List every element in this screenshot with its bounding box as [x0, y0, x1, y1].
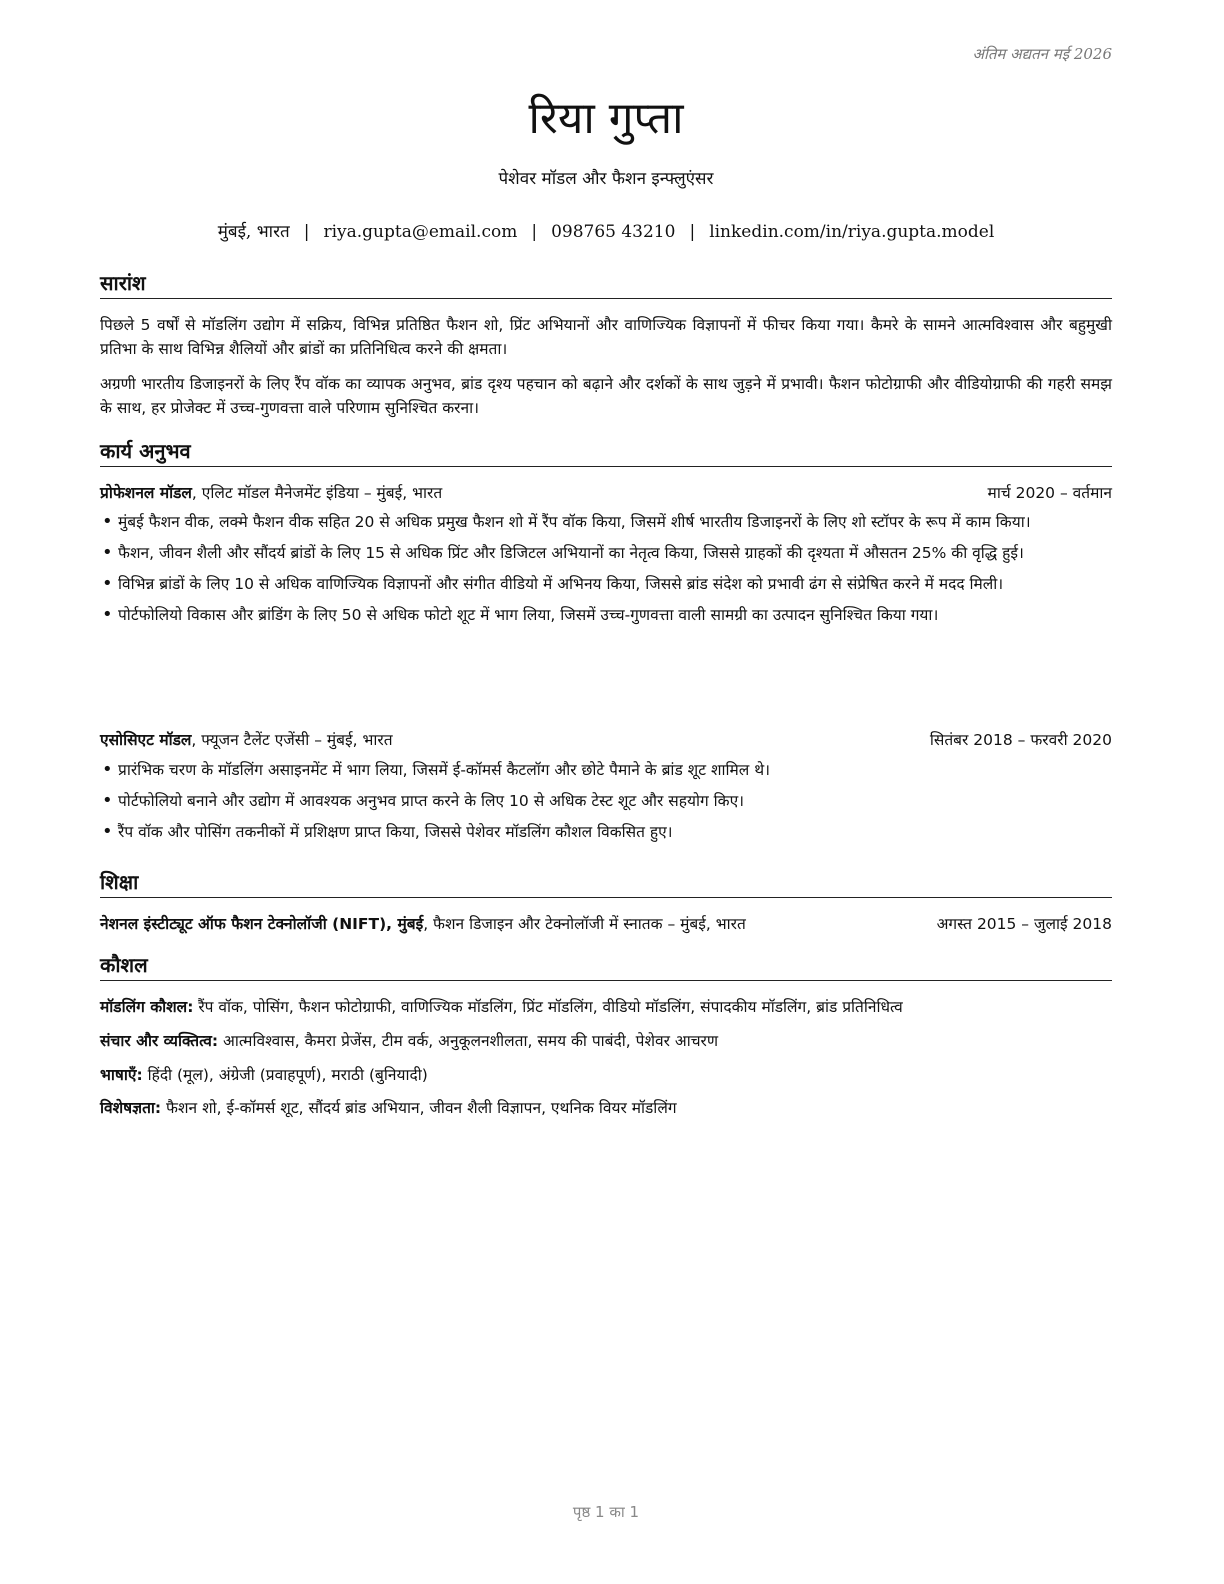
education-entry [100, 913, 1112, 935]
job-header [100, 729, 1112, 751]
list-item: • मुंबई फैशन वीक, लक्मे फैशन वीक सहित 20 से अधिक प्रमुख फैशन शो में रैंप वॉक किया, जिसमें शीर्ष भारतीय डिजाइनरों के लिए शो स्टॉपर के रूप में काम किया। [100, 510, 1112, 534]
job-bullets [100, 510, 1112, 634]
list-item: • विभिन्न ब्रांडों के लिए 10 से अधिक वाणिज्यिक विज्ञापनों और संगीत वीडियो में अभिनय किया, जिससे ब्रांड संदेश को प्रभावी ढंग से संप्रेषित करने में मदद मिली। [100, 572, 1112, 596]
candidate-name: रिया गुप्ता [528, 93, 684, 144]
skill-line [100, 996, 1112, 1018]
list-item: • पोर्टफोलियो विकास और ब्रांडिंग के लिए 50 से अधिक फोटो शूट में भाग लिया, जिसमें उच्च-गुणवत्ता वाली सामग्री का उत्पादन सुनिश्चित किया गया। [100, 603, 1112, 627]
contact-separator: | [531, 222, 538, 242]
education-degree: , फैशन डिजाइन और टेक्नोलॉजी में स्नातक – मुंबई, भारत [423, 915, 746, 933]
job-org: , एलिट मॉडल मैनेजमेंट इंडिया – मुंबई, भारत [191, 484, 443, 502]
skill-label: संचार और व्यक्तित्व: [100, 1032, 219, 1050]
section-title-skills: कौशल [100, 952, 1112, 981]
section-title-experience: कार्य अनुभव [100, 438, 1112, 467]
contact-phone: 098765 43210 [551, 222, 676, 242]
job-role: एसोसिएट मॉडल [100, 731, 192, 749]
education-dates: अगस्त 2015 – जुलाई 2018 [936, 915, 1112, 933]
page-number: पृष्ठ 1 का 1 [572, 1503, 640, 1521]
skill-label: मॉडलिंग कौशल: [100, 998, 194, 1016]
job-header [100, 482, 1112, 504]
contact-location: मुंबई, भारत [217, 222, 290, 242]
job-dates: सितंबर 2018 – फरवरी 2020 [929, 731, 1112, 749]
job-role: प्रोफेशनल मॉडल [100, 484, 192, 502]
skill-label: विशेषज्ञता: [100, 1099, 162, 1117]
job-dates: मार्च 2020 – वर्तमान [987, 484, 1112, 502]
skill-line [100, 1064, 1112, 1086]
last-updated: अंतिम अद्यतन मई 2026 [972, 45, 1112, 63]
job-org: , फ्यूजन टैलेंट एजेंसी – मुंबई, भारत [191, 731, 393, 749]
section-title-summary: सारांश [100, 270, 1112, 299]
job-bullets [100, 758, 1112, 851]
list-item: • पोर्टफोलियो बनाने और उद्योग में आवश्यक अनुभव प्राप्त करने के लिए 10 से अधिक टेस्ट शूट और सहयोग किए। [100, 789, 1112, 813]
education-institution: नेशनल इंस्टीट्यूट ऑफ फैशन टेक्नोलॉजी (NIFT), मुंबई [100, 915, 424, 933]
contact-email[interactable]: riya.gupta@email.com [323, 222, 518, 242]
summary-paragraph: पिछले 5 वर्षों से मॉडलिंग उद्योग में सक्रिय, विभिन्न प्रतिष्ठित फैशन शो, प्रिंट अभियानों और वाणिज्यिक विज्ञापनों में फीचर किया गया। कैमरे के सामने आत्मविश्वास और बहुमुखी प्रतिभा के साथ विभिन्न शैलियों और ब्रांडों का प्रतिनिधित्व करने की क्षमता। [100, 316, 1112, 358]
list-item: • रैंप वॉक और पोसिंग तकनीकों में प्रशिक्षण प्राप्त किया, जिससे पेशेवर मॉडलिंग कौशल विकसित हुए। [100, 820, 1112, 844]
contact-separator: | [303, 222, 310, 242]
tagline: पेशेवर मॉडल और फैशन इन्फ्लुएंसर [498, 169, 714, 189]
skill-value: हिंदी (मूल), अंग्रेजी (प्रवाहपूर्ण), मराठी (बुनियादी) [142, 1066, 428, 1084]
skill-line [100, 1097, 1112, 1119]
skill-line [100, 1030, 1112, 1052]
contact-line [100, 219, 1112, 242]
skill-value: रैंप वॉक, पोसिंग, फैशन फोटोग्राफी, वाणिज्यिक मॉडलिंग, प्रिंट मॉडलिंग, वीडियो मॉडलिंग, संपादकीय मॉडलिंग, ब्रांड प्रतिनिधित्व [193, 998, 903, 1016]
contact-separator: | [689, 222, 696, 242]
skill-value: फैशन शो, ई-कॉमर्स शूट, सौंदर्य ब्रांड अभियान, जीवन शैली विज्ञापन, एथनिक वियर मॉडलिंग [161, 1099, 677, 1117]
contact-linkedin[interactable]: linkedin.com/in/riya.gupta.model [709, 222, 995, 242]
skill-value: आत्मविश्वास, कैमरा प्रेजेंस, टीम वर्क, अनुकूलनशीलता, समय की पाबंदी, पेशेवर आचरण [218, 1032, 719, 1050]
list-item: • फैशन, जीवन शैली और सौंदर्य ब्रांडों के लिए 15 से अधिक प्रिंट और डिजिटल अभियानों का नेतृत्व किया, जिससे ग्राहकों की दृश्यता में औसतन 25% की वृद्धि हुई। [100, 541, 1112, 565]
summary-paragraph: अग्रणी भारतीय डिजाइनरों के लिए रैंप वॉक का व्यापक अनुभव, ब्रांड दृश्य पहचान को बढ़ाने और दर्शकों के साथ जुड़ने में प्रभावी। फैशन फोटोग्राफी और वीडियोग्राफी की गहरी समझ के साथ, हर प्रोजेक्ट में उच्च-गुणवत्ता वाले परिणाम सुनिश्चित करना। [100, 375, 1112, 417]
list-item: • प्रारंभिक चरण के मॉडलिंग असाइनमेंट में भाग लिया, जिसमें ई-कॉमर्स कैटलॉग और छोटे पैमाने के ब्रांड शूट शामिल थे। [100, 758, 1112, 782]
section-title-education: शिक्षा [100, 869, 1112, 898]
resume-page [100, 0, 1112, 1584]
skill-label: भाषाएँ: [100, 1066, 143, 1084]
